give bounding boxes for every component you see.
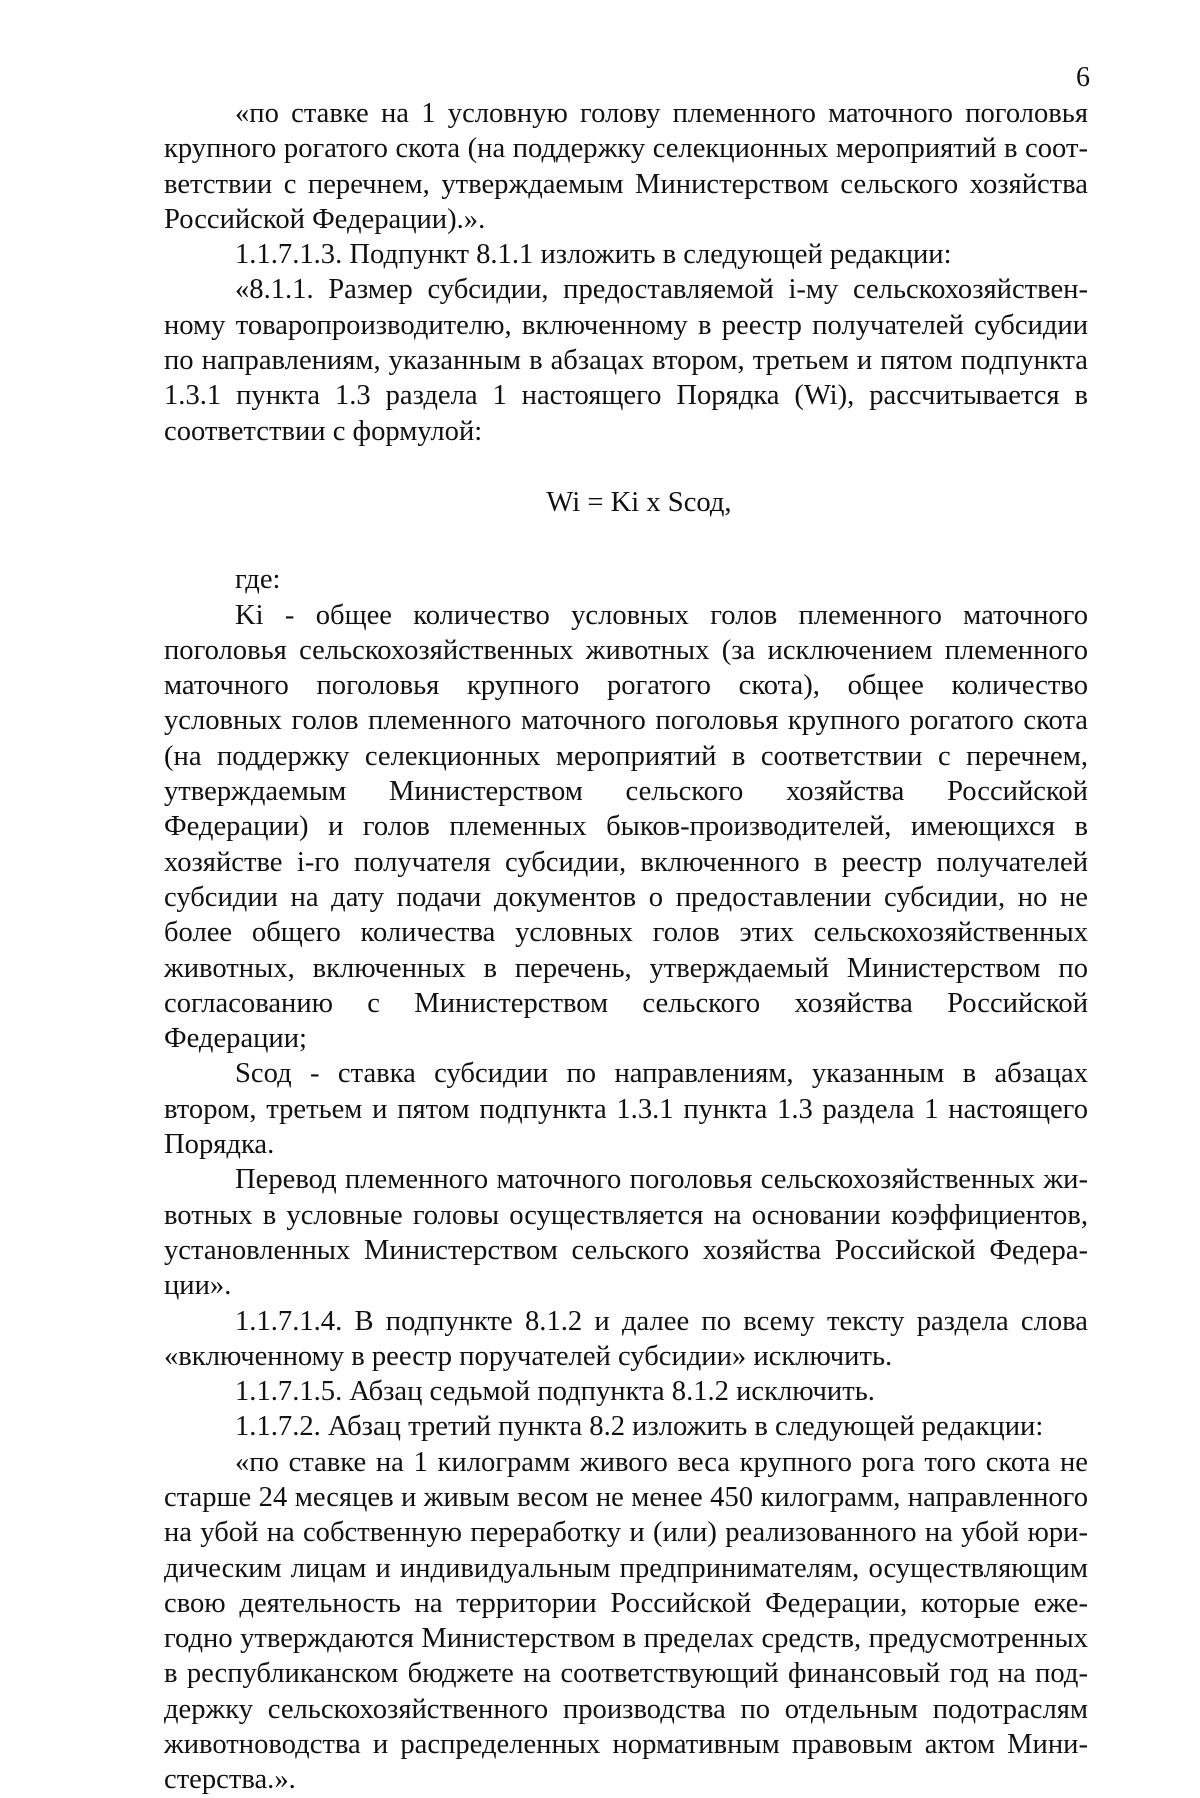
paragraph-item-1-1-7-1-5: 1.1.7.1.5. Абзац седьмой подпункта 8.1.2 исключить.: [235, 1376, 875, 1408]
formula: [164, 485, 1088, 520]
formula-text: Wi = Ki x Sсод,: [546, 486, 732, 518]
paragraph-conversion: Перевод племенного маточного поголовья сельскохозяйственных животных в условные головы осуществляется на основании коэффициентов, установленных Министерством сельского хозяйства Российской Федерации».: [164, 1164, 1088, 1302]
paragraph-definition-scod: Sсод - ставка субсидии по направлениям, указанным в абзацах втором, третьем и пятом подпункта 1.3.1 пункта 1.3 раздела 1 настоящего Порядка.: [164, 1058, 1088, 1161]
paragraph-item-1-1-7-2: 1.1.7.2. Абзац третий пункта 8.2 изложить в следующей редакции:: [235, 1411, 1044, 1443]
paragraph-item-1-1-7-1-3: 1.1.7.1.3. Подпункт 8.1.1 изложить в следующей редакции:: [235, 239, 952, 271]
paragraph-quote-rate-per-head: «по ставке на 1 условную голову племенного маточного поголовья крупного рогатого скота (на поддержку селекционных мероприятий в соответствии с перечнем, утверждаемым Министерством сельского хозяйства Российской Федерации).».: [164, 98, 1088, 235]
paragraph-subitem-8-1-1: «8.1.1. Размер субсидии, предоставляемой i-му сельскохозяйственному товаропроизводителю, включенному в реестр получателей субсидии по направлениям, указанным в абзацах втором, третьем и пятом подпункта 1.3.1 пункта 1.3 раздела 1 настоящего Порядка (Wi), рассчитывается в соответствии с формулой:: [164, 274, 1088, 447]
paragraph-where: где:: [235, 564, 281, 596]
paragraph-quote-rate-per-kilogram: «по ставке на 1 килограмм живого веса крупного рога того скота не старше 24 месяцев и живым весом не менее 450 килограмм, направленного на убой на собственную переработку и (или) реализованного на убой юридическим лицам и индивидуальным предпринимателям, осуществляющим свою деятельность на территории Российской Федерации, которые ежегодно утверждаются Министерством в пределах средств, предусмотренных в республиканском бюджете на соответствующий финансовый год на поддержку сельскохозяйственного производства по отдельным подотраслям животноводства и распределенных нормативным правовым актом Министерства.».: [164, 1446, 1088, 1796]
paragraph-item-1-1-7-1-4: 1.1.7.1.4. В подпункте 8.1.2 и далее по всему тексту раздела слова «включенному в реестр поручателей субсидии» исключить.: [164, 1305, 1088, 1372]
paragraph-definition-ki: Ki - общее количество условных голов племенного маточного поголовья сельскохозяйственных животных (за исключением племенного маточного поголовья крупного рогатого скота), общее количество условных голов племенного маточного поголовья крупного рогатого скота (на поддержку селекционных мероприятий в соответствии с перечнем, утверждаемым Министерством сельского хозяйства Российской Федерации) и голов племенных быков-производителей, имеющихся в хозяйстве i-го получателя субсидии, включенного в реестр получателей субсидии на дату подачи документов о предоставлении субсидии, но не более общего количества условных голов этих сельскохозяйственных животных, включенных в перечень, утверждаемый Министерством по согласованию с Министерством сельского хозяйства Российской Федерации;: [164, 599, 1088, 1055]
page-number: 6: [1076, 62, 1090, 93]
document-body: [164, 96, 1088, 1798]
